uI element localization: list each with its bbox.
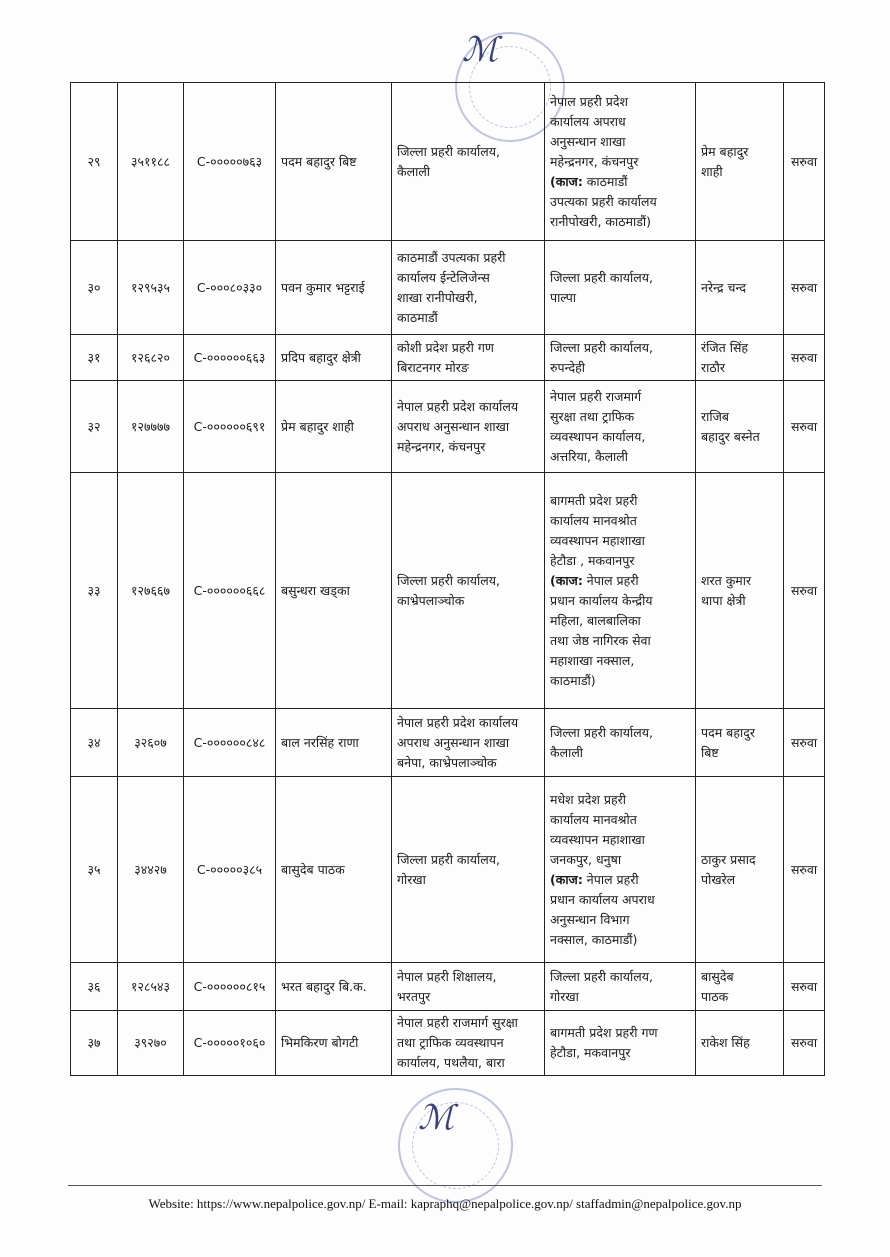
transfer-office	[545, 1011, 696, 1076]
remark: सरुवा	[784, 83, 825, 241]
transfer-office	[545, 963, 696, 1011]
transfer-office-line: कैलाली	[550, 744, 584, 760]
transfer-office-line: कार्यालय अपराध	[550, 113, 626, 129]
serial-number: ३७	[71, 1011, 118, 1076]
current-office-line: नेपाल प्रहरी प्रदेश कार्यालय	[397, 714, 519, 730]
kaj-label: (काज:	[550, 871, 583, 887]
current-office	[392, 473, 545, 709]
current-office	[392, 381, 545, 473]
current-office-line: अपराध अनुसन्धान शाखा	[397, 418, 510, 434]
employee-name: भरत बहादुर बि.क.	[276, 963, 392, 1011]
kaj-line: काठमाडौं)	[550, 672, 596, 688]
employee-id: ३९२७०	[118, 1011, 184, 1076]
transfer-table	[70, 82, 825, 1076]
table-row	[71, 709, 825, 777]
kaj-note	[550, 172, 690, 192]
employee-id: ३२६०७	[118, 709, 184, 777]
employee-id: ३४४२७	[118, 777, 184, 963]
replacement-name	[696, 1011, 784, 1076]
personnel-code: C-००००००८४८	[184, 709, 276, 777]
replacement-name-line: बिष्ट	[701, 744, 719, 760]
transfer-office	[545, 241, 696, 335]
replacement-name-line: पदम बहादुर	[701, 724, 755, 740]
replacement-name-line: रंजित सिंह	[701, 339, 749, 355]
current-office-line: कैलाली	[397, 163, 431, 179]
replacement-name	[696, 381, 784, 473]
replacement-name	[696, 777, 784, 963]
serial-number: २९	[71, 83, 118, 241]
current-office	[392, 83, 545, 241]
current-office-line: नेपाल प्रहरी प्रदेश कार्यालय	[397, 398, 519, 414]
personnel-code: C-०००८०३३०	[184, 241, 276, 335]
employee-name: बसुन्धरा खड्का	[276, 473, 392, 709]
personnel-code: C-०००००७६३	[184, 83, 276, 241]
kaj-text: नेपाल प्रहरी	[582, 871, 639, 887]
remark: सरुवा	[784, 963, 825, 1011]
remark: सरुवा	[784, 709, 825, 777]
signature-top: ℳ	[462, 30, 499, 70]
kaj-note	[550, 571, 690, 591]
current-office-line: काठमाडौं उपत्यका प्रहरी	[397, 249, 506, 265]
current-office-line: कार्यालय ईन्टेलिजेन्स	[397, 269, 490, 285]
transfer-office-line: व्यवस्थापन महाशाखा	[550, 831, 645, 847]
transfer-office-line: नेपाल प्रहरी प्रदेश	[550, 93, 629, 109]
replacement-name-line: नरेन्द्र चन्द	[701, 279, 746, 295]
current-office	[392, 709, 545, 777]
replacement-name	[696, 473, 784, 709]
replacement-name-line: शरत कुमार	[701, 572, 752, 588]
table-row	[71, 335, 825, 381]
remark: सरुवा	[784, 335, 825, 381]
replacement-name	[696, 83, 784, 241]
personnel-code: C-००००००६६३	[184, 335, 276, 381]
employee-name: पवन कुमार भट्टराई	[276, 241, 392, 335]
employee-id: १२६८२०	[118, 335, 184, 381]
transfer-office-line: हेटौडा , मकवानपुर	[550, 552, 635, 568]
transfer-office-line: जिल्ला प्रहरी कार्यालय,	[550, 339, 653, 355]
transfer-office-line: हेटौडा, मकवानपुर	[550, 1045, 631, 1060]
replacement-name	[696, 709, 784, 777]
current-office-line: कार्यालय, पथलैया, बारा	[397, 1055, 505, 1070]
transfer-office-line: कार्यालय मानवश्रोत	[550, 811, 637, 827]
current-office-line: काठमाडौं	[397, 309, 438, 325]
table-body	[71, 83, 825, 1076]
personnel-code: C-००००००८१५	[184, 963, 276, 1011]
replacement-name-line: राकेश सिंह	[701, 1035, 750, 1050]
remark: सरुवा	[784, 241, 825, 335]
kaj-line: महाशाखा नक्साल,	[550, 652, 635, 668]
serial-number: ३२	[71, 381, 118, 473]
employee-name: बाल नरसिंह राणा	[276, 709, 392, 777]
personnel-code: C-०००००१०६०	[184, 1011, 276, 1076]
replacement-name-line: शाही	[701, 163, 723, 179]
transfer-table-container	[70, 82, 824, 1076]
employee-name: प्रेम बहादुर शाही	[276, 381, 392, 473]
table-row	[71, 1011, 825, 1076]
transfer-office-line: गोरखा	[550, 988, 579, 1004]
replacement-name-line: थापा क्षेत्री	[701, 592, 746, 608]
kaj-label: (काज:	[550, 572, 583, 588]
transfer-office	[545, 777, 696, 963]
transfer-office-line: जनकपुर, धनुषा	[550, 851, 622, 867]
current-office-line: तथा ट्राफिक व्यवस्थापन	[397, 1035, 504, 1050]
employee-id: १२८५४३	[118, 963, 184, 1011]
table-row	[71, 963, 825, 1011]
replacement-name-line: प्रेम बहादुर	[701, 143, 749, 159]
transfer-office-line: व्यवस्थापन कार्यालय,	[550, 428, 646, 444]
employee-id: १२७६६७	[118, 473, 184, 709]
serial-number: ३०	[71, 241, 118, 335]
current-office-line: नेपाल प्रहरी शिक्षालय,	[397, 968, 497, 984]
current-office-line: जिल्ला प्रहरी कार्यालय,	[397, 143, 500, 159]
transfer-office-line: जिल्ला प्रहरी कार्यालय,	[550, 269, 653, 285]
employee-id: १२७७७७	[118, 381, 184, 473]
transfer-office-line: नेपाल प्रहरी राजमार्ग	[550, 388, 642, 404]
serial-number: ३४	[71, 709, 118, 777]
kaj-line: प्रधान कार्यालय अपराध	[550, 891, 655, 907]
transfer-office-line: मधेश प्रदेश प्रहरी	[550, 791, 626, 807]
transfer-office	[545, 335, 696, 381]
current-office-line: जिल्ला प्रहरी कार्यालय,	[397, 851, 500, 867]
table-row	[71, 241, 825, 335]
employee-name: भिमकिरण बोगटी	[276, 1011, 392, 1076]
table-row	[71, 473, 825, 709]
kaj-line: नक्साल, काठमाडौं)	[550, 931, 638, 947]
kaj-line: प्रधान कार्यालय केन्द्रीय	[550, 592, 653, 608]
replacement-name-line: पाठक	[701, 988, 729, 1004]
employee-name: पदम बहादुर बिष्ट	[276, 83, 392, 241]
current-office-line: काभ्रेपलाञ्चोक	[397, 592, 465, 608]
replacement-name-line: राठौर	[701, 359, 725, 375]
transfer-office-line: रुपन्देही	[550, 359, 585, 375]
current-office-line: बनेपा, काभ्रेपलाञ्चोक	[397, 754, 497, 770]
transfer-office	[545, 83, 696, 241]
table-row	[71, 83, 825, 241]
kaj-line: अनुसन्धान विभाग	[550, 911, 630, 927]
current-office-line: नेपाल प्रहरी राजमार्ग सुरक्षा	[397, 1015, 518, 1030]
employee-name: प्रदिप बहादुर क्षेत्री	[276, 335, 392, 381]
transfer-office-line: अनुसन्धान शाखा	[550, 133, 626, 149]
current-office	[392, 1011, 545, 1076]
serial-number: ३१	[71, 335, 118, 381]
kaj-label: (काज:	[550, 173, 583, 189]
current-office-line: जिल्ला प्रहरी कार्यालय,	[397, 572, 500, 588]
employee-id: ३५११८८	[118, 83, 184, 241]
replacement-name	[696, 335, 784, 381]
transfer-office	[545, 473, 696, 709]
kaj-text: नेपाल प्रहरी	[582, 572, 639, 588]
replacement-name-line: बहादुर बस्नेत	[701, 428, 760, 444]
current-office-line: गोरखा	[397, 871, 426, 887]
transfer-office-line: महेन्द्रनगर, कंचनपुर	[550, 153, 639, 169]
transfer-office-line: जिल्ला प्रहरी कार्यालय,	[550, 968, 653, 984]
current-office-line: शाखा रानीपोखरी,	[397, 289, 478, 305]
remark: सरुवा	[784, 381, 825, 473]
kaj-text: काठमाडौं	[582, 173, 628, 189]
current-office-line: कोशी प्रदेश प्रहरी गण	[397, 339, 494, 355]
remark: सरुवा	[784, 473, 825, 709]
current-office	[392, 335, 545, 381]
transfer-office-line: बागमती प्रदेश प्रहरी गण	[550, 1025, 658, 1040]
transfer-office-line: सुरक्षा तथा ट्राफिक	[550, 408, 635, 424]
current-office	[392, 963, 545, 1011]
serial-number: ३३	[71, 473, 118, 709]
footer-divider	[68, 1185, 822, 1186]
table-row	[71, 381, 825, 473]
serial-number: ३६	[71, 963, 118, 1011]
personnel-code: C-००००००६९१	[184, 381, 276, 473]
transfer-office-line: जिल्ला प्रहरी कार्यालय,	[550, 724, 653, 740]
replacement-name-line: पोखरेल	[701, 871, 736, 887]
kaj-line: रानीपोखरी, काठमाडौं)	[550, 213, 651, 229]
current-office-line: अपराध अनुसन्धान शाखा	[397, 734, 510, 750]
replacement-name	[696, 963, 784, 1011]
signature-bottom: ℳ	[418, 1098, 455, 1138]
personnel-code: C-००००००६६८	[184, 473, 276, 709]
kaj-line: उपत्यका प्रहरी कार्यालय	[550, 193, 657, 209]
current-office	[392, 241, 545, 335]
kaj-line: तथा जेष्ठ नागिरक सेवा	[550, 632, 651, 648]
remark: सरुवा	[784, 777, 825, 963]
replacement-name	[696, 241, 784, 335]
footer-contact: Website: https://www.nepalpolice.gov.np/ E-mail: kapraphq@nepalpolice.gov.np/ staffadmin@nepalpolice.gov.np	[148, 1196, 742, 1211]
current-office-line: महेन्द्रनगर, कंचनपुर	[397, 438, 486, 454]
transfer-office-line: अत्तरिया, कैलाली	[550, 448, 628, 464]
transfer-office-line: व्यवस्थापन महाशाखा	[550, 532, 645, 548]
personnel-code: C-०००००३८५	[184, 777, 276, 963]
transfer-office-line: कार्यालय मानवश्रोत	[550, 512, 637, 528]
serial-number: ३५	[71, 777, 118, 963]
transfer-office	[545, 381, 696, 473]
employee-name: बासुदेब पाठक	[276, 777, 392, 963]
employee-id: १२९५३५	[118, 241, 184, 335]
kaj-line: महिला, बालबालिका	[550, 612, 641, 628]
kaj-note	[550, 870, 690, 890]
transfer-office	[545, 709, 696, 777]
remark: सरुवा	[784, 1011, 825, 1076]
replacement-name-line: राजिब	[701, 408, 730, 424]
current-office	[392, 777, 545, 963]
transfer-office-line: बागमती प्रदेश प्रहरी	[550, 492, 638, 508]
replacement-name-line: बासुदेब	[701, 968, 734, 984]
transfer-office-line: पाल्पा	[550, 289, 577, 305]
replacement-name-line: ठाकुर प्रसाद	[701, 851, 756, 867]
table-row	[71, 777, 825, 963]
current-office-line: बिराटनगर मोरङ	[397, 359, 469, 375]
current-office-line: भरतपुर	[397, 988, 431, 1004]
